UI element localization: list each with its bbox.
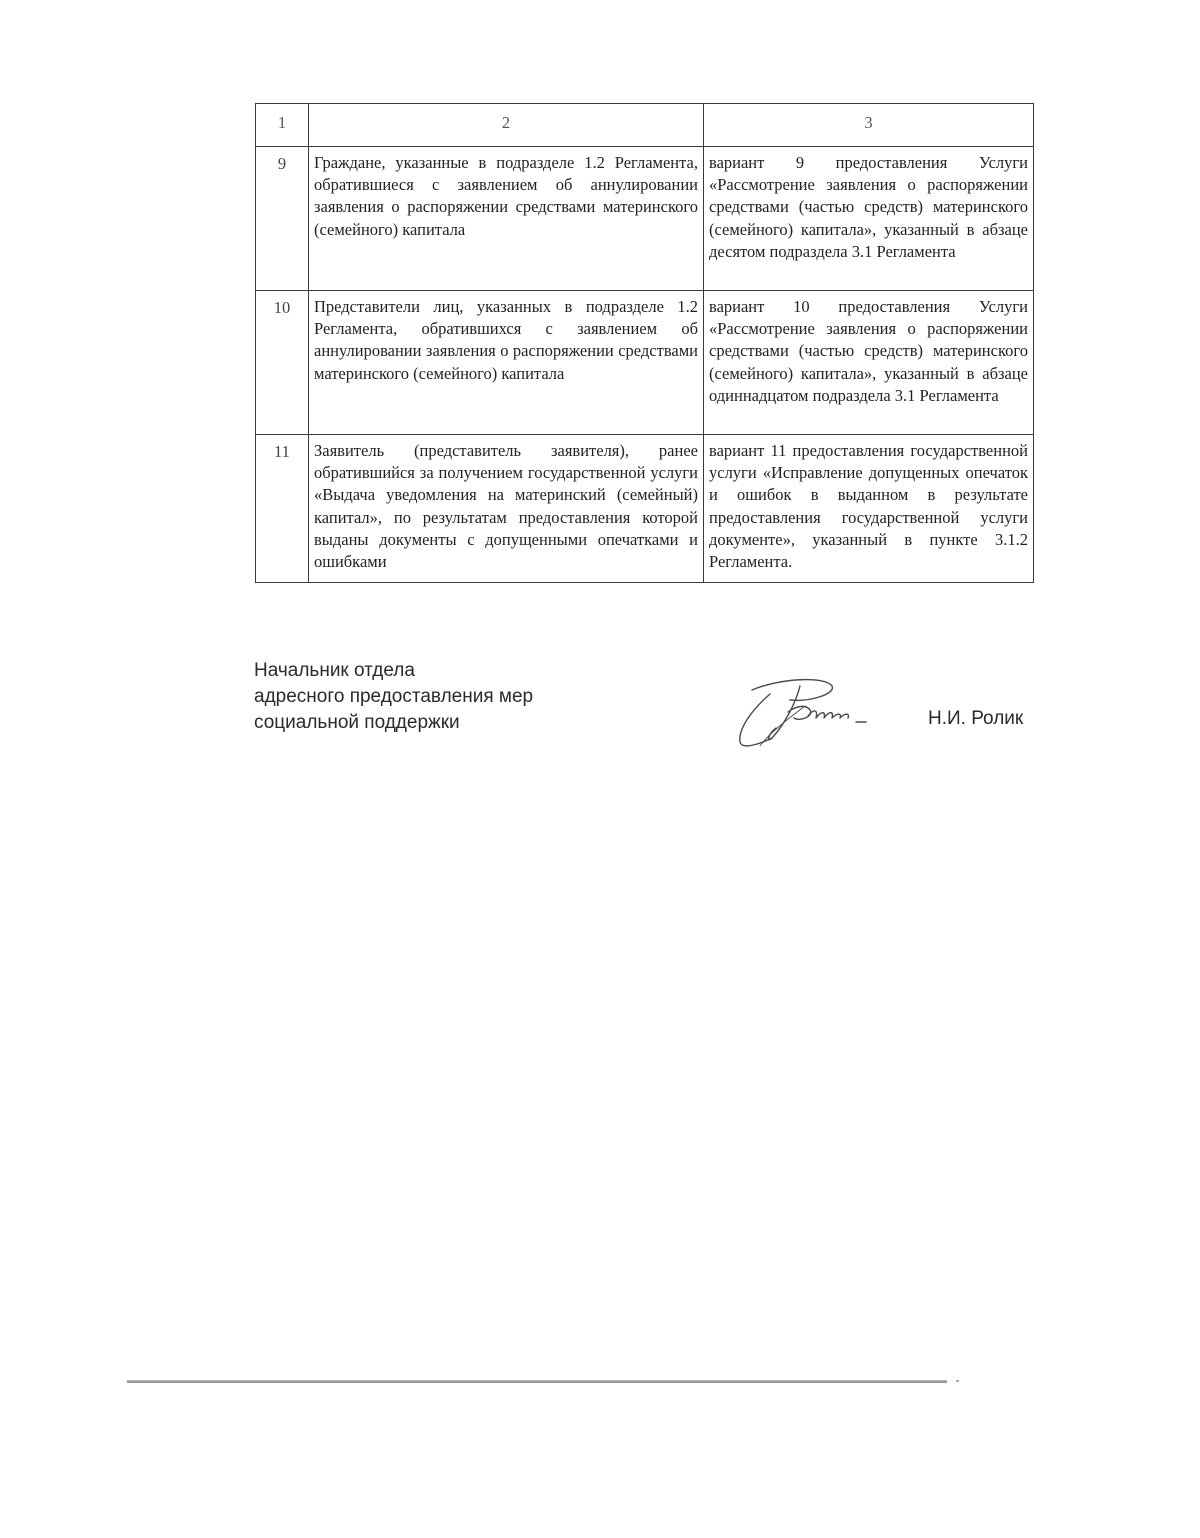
variant-cell: вариант 9 предоставления Услуги «Рассмотрение заявления о распоряжении средствами (частью средств) материнского (семейного) капитала», указанный в абзаце десятом подраздела 3.1 Регламента	[704, 147, 1034, 291]
applicant-cell: Заявитель (представитель заявителя), ранее обратившийся за получением государственной услуги «Выдача уведомления на материнский (семейный) капитал», по результатам предоставления которой выданы документы с допущенными опечатками и ошибками	[309, 435, 704, 583]
applicant-cell: Граждане, указанные в подразделе 1.2 Регламента, обратившиеся с заявлением об аннулировании заявления о распоряжении средствами материнского (семейного) капитала	[309, 147, 704, 291]
handwritten-signature	[730, 672, 900, 752]
table-row	[256, 291, 1034, 435]
variants-table	[255, 103, 1034, 583]
footer-divider	[127, 1380, 947, 1383]
signer-name: Н.И. Ролик	[928, 708, 1024, 729]
variant-cell: вариант 10 предоставления Услуги «Рассмотрение заявления о распоряжении средствами (частью средств) материнского (семейного) капитала», указанный в абзаце одиннадцатом подраздела 3.1 Регламента	[704, 291, 1034, 435]
footer-divider-dot	[956, 1380, 959, 1382]
variant-cell: вариант 11 предоставления государственной услуги «Исправление допущенных опечаток и ошибок в выданном в результате предоставления государственной услуги документе», указанный в пункте 3.1.2 Регламента.	[704, 435, 1034, 583]
column-header-3: 3	[704, 104, 1034, 147]
table-row	[256, 147, 1034, 291]
row-number: 9	[256, 147, 309, 291]
table-row	[256, 435, 1034, 583]
table-header-row	[256, 104, 1034, 147]
row-number: 10	[256, 291, 309, 435]
position-line: социальной поддержки	[254, 712, 460, 733]
signer-position	[254, 658, 533, 736]
position-line: Начальник отдела	[254, 660, 415, 681]
applicant-cell: Представители лиц, указанных в подразделе 1.2 Регламента, обратившихся с заявлением об аннулировании заявления о распоряжении средствами материнского (семейного) капитала	[309, 291, 704, 435]
position-line: адресного предоставления мер	[254, 686, 534, 707]
column-header-1: 1	[256, 104, 309, 147]
row-number: 11	[256, 435, 309, 583]
column-header-2: 2	[309, 104, 704, 147]
